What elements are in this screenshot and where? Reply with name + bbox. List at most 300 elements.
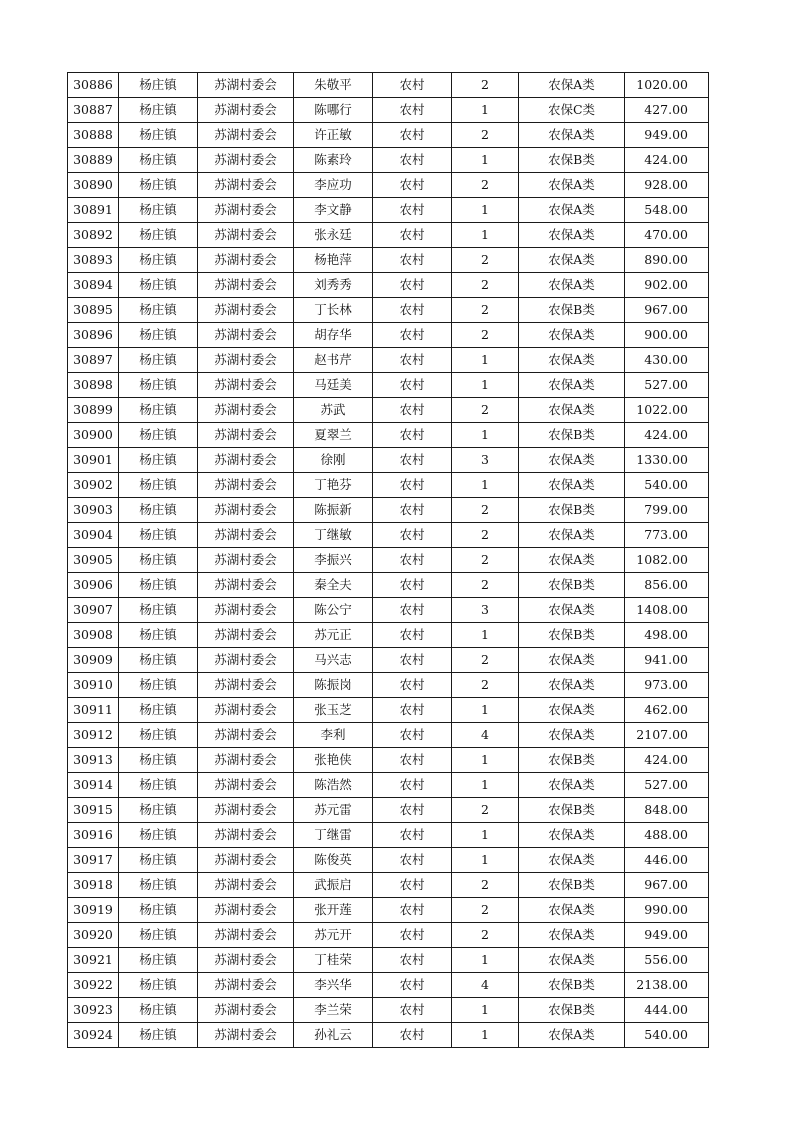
area-type-cell: 农村 [373,273,452,298]
amount-cell: 1022.00 [625,398,709,423]
area-type-cell: 农村 [373,723,452,748]
town-cell: 杨庄镇 [119,873,198,898]
row-id-cell: 30918 [68,873,119,898]
row-id-cell: 30911 [68,698,119,723]
village-committee-cell: 苏湖村委会 [198,973,294,998]
amount-cell: 1408.00 [625,598,709,623]
row-id-cell: 30895 [68,298,119,323]
name-cell: 张永廷 [294,223,373,248]
name-cell: 张开莲 [294,898,373,923]
table-row [68,448,709,473]
area-type-cell: 农村 [373,423,452,448]
name-cell: 马兴志 [294,648,373,673]
area-type-cell: 农村 [373,398,452,423]
town-cell: 杨庄镇 [119,798,198,823]
row-id-cell: 30896 [68,323,119,348]
category-cell: 农保A类 [519,223,625,248]
category-cell: 农保B类 [519,423,625,448]
area-type-cell: 农村 [373,598,452,623]
village-committee-cell: 苏湖村委会 [198,923,294,948]
table-row [68,923,709,948]
category-cell: 农保A类 [519,73,625,98]
household-size-cell: 2 [452,673,519,698]
area-type-cell: 农村 [373,573,452,598]
table-row [68,873,709,898]
row-id-cell: 30909 [68,648,119,673]
name-cell: 张艳侠 [294,748,373,773]
town-cell: 杨庄镇 [119,573,198,598]
table-row [68,948,709,973]
village-committee-cell: 苏湖村委会 [198,248,294,273]
household-size-cell: 2 [452,873,519,898]
row-id-cell: 30890 [68,173,119,198]
area-type-cell: 农村 [373,673,452,698]
table-row [68,573,709,598]
row-id-cell: 30919 [68,898,119,923]
town-cell: 杨庄镇 [119,648,198,673]
area-type-cell: 农村 [373,748,452,773]
category-cell: 农保A类 [519,448,625,473]
area-type-cell: 农村 [373,973,452,998]
name-cell: 朱敬平 [294,73,373,98]
row-id-cell: 30893 [68,248,119,273]
town-cell: 杨庄镇 [119,948,198,973]
area-type-cell: 农村 [373,223,452,248]
area-type-cell: 农村 [373,923,452,948]
village-committee-cell: 苏湖村委会 [198,73,294,98]
town-cell: 杨庄镇 [119,373,198,398]
row-id-cell: 30904 [68,523,119,548]
row-id-cell: 30888 [68,123,119,148]
village-committee-cell: 苏湖村委会 [198,1023,294,1048]
amount-cell: 527.00 [625,373,709,398]
household-size-cell: 1 [452,623,519,648]
category-cell: 农保A类 [519,248,625,273]
town-cell: 杨庄镇 [119,148,198,173]
amount-cell: 773.00 [625,523,709,548]
amount-cell: 848.00 [625,798,709,823]
village-committee-cell: 苏湖村委会 [198,698,294,723]
town-cell: 杨庄镇 [119,898,198,923]
table-row [68,1023,709,1048]
category-cell: 农保A类 [519,373,625,398]
household-size-cell: 1 [452,348,519,373]
table-row [68,498,709,523]
village-committee-cell: 苏湖村委会 [198,523,294,548]
household-size-cell: 2 [452,573,519,598]
amount-cell: 928.00 [625,173,709,198]
table-row [68,798,709,823]
row-id-cell: 30891 [68,198,119,223]
area-type-cell: 农村 [373,298,452,323]
category-cell: 农保A类 [519,598,625,623]
town-cell: 杨庄镇 [119,623,198,648]
name-cell: 秦全夫 [294,573,373,598]
category-cell: 农保A类 [519,1023,625,1048]
table-row [68,323,709,348]
area-type-cell: 农村 [373,173,452,198]
village-committee-cell: 苏湖村委会 [198,748,294,773]
household-size-cell: 1 [452,848,519,873]
village-committee-cell: 苏湖村委会 [198,223,294,248]
name-cell: 李兰荣 [294,998,373,1023]
category-cell: 农保B类 [519,873,625,898]
row-id-cell: 30906 [68,573,119,598]
name-cell: 苏元正 [294,623,373,648]
amount-cell: 444.00 [625,998,709,1023]
amount-cell: 462.00 [625,698,709,723]
area-type-cell: 农村 [373,948,452,973]
area-type-cell: 农村 [373,523,452,548]
household-size-cell: 3 [452,448,519,473]
table-row [68,248,709,273]
area-type-cell: 农村 [373,323,452,348]
name-cell: 胡存华 [294,323,373,348]
amount-cell: 941.00 [625,648,709,673]
row-id-cell: 30922 [68,973,119,998]
household-size-cell: 2 [452,73,519,98]
household-size-cell: 1 [452,98,519,123]
table-row [68,748,709,773]
amount-cell: 446.00 [625,848,709,873]
amount-cell: 949.00 [625,923,709,948]
village-committee-cell: 苏湖村委会 [198,798,294,823]
area-type-cell: 农村 [373,548,452,573]
village-committee-cell: 苏湖村委会 [198,323,294,348]
table-row [68,198,709,223]
category-cell: 农保B类 [519,798,625,823]
village-committee-cell: 苏湖村委会 [198,823,294,848]
row-id-cell: 30887 [68,98,119,123]
name-cell: 李文静 [294,198,373,223]
row-id-cell: 30921 [68,948,119,973]
household-size-cell: 2 [452,298,519,323]
amount-cell: 498.00 [625,623,709,648]
household-size-cell: 1 [452,823,519,848]
amount-cell: 424.00 [625,423,709,448]
household-size-cell: 2 [452,498,519,523]
amount-cell: 1330.00 [625,448,709,473]
area-type-cell: 农村 [373,473,452,498]
village-committee-cell: 苏湖村委会 [198,998,294,1023]
name-cell: 苏武 [294,398,373,423]
category-cell: 农保B类 [519,973,625,998]
amount-cell: 470.00 [625,223,709,248]
amount-cell: 799.00 [625,498,709,523]
household-size-cell: 1 [452,198,519,223]
table-row [68,298,709,323]
town-cell: 杨庄镇 [119,823,198,848]
town-cell: 杨庄镇 [119,98,198,123]
area-type-cell: 农村 [373,998,452,1023]
row-id-cell: 30917 [68,848,119,873]
name-cell: 陈俊英 [294,848,373,873]
town-cell: 杨庄镇 [119,273,198,298]
village-committee-cell: 苏湖村委会 [198,673,294,698]
row-id-cell: 30908 [68,623,119,648]
category-cell: 农保B类 [519,748,625,773]
table-row [68,973,709,998]
village-committee-cell: 苏湖村委会 [198,898,294,923]
table-row [68,73,709,98]
row-id-cell: 30898 [68,373,119,398]
row-id-cell: 30902 [68,473,119,498]
amount-cell: 2107.00 [625,723,709,748]
table-row [68,523,709,548]
row-id-cell: 30907 [68,598,119,623]
category-cell: 农保B类 [519,998,625,1023]
town-cell: 杨庄镇 [119,848,198,873]
household-size-cell: 1 [452,773,519,798]
town-cell: 杨庄镇 [119,598,198,623]
village-committee-cell: 苏湖村委会 [198,98,294,123]
name-cell: 武振启 [294,873,373,898]
category-cell: 农保C类 [519,98,625,123]
household-size-cell: 4 [452,973,519,998]
table-row [68,848,709,873]
name-cell: 丁桂荣 [294,948,373,973]
table-row [68,698,709,723]
category-cell: 农保B类 [519,298,625,323]
town-cell: 杨庄镇 [119,998,198,1023]
name-cell: 孙礼云 [294,1023,373,1048]
category-cell: 农保A类 [519,673,625,698]
amount-cell: 424.00 [625,748,709,773]
table-row [68,623,709,648]
household-size-cell: 2 [452,323,519,348]
town-cell: 杨庄镇 [119,73,198,98]
village-committee-cell: 苏湖村委会 [198,948,294,973]
name-cell: 苏元开 [294,923,373,948]
category-cell: 农保A类 [519,273,625,298]
household-size-cell: 2 [452,898,519,923]
name-cell: 苏元雷 [294,798,373,823]
category-cell: 农保A类 [519,648,625,673]
name-cell: 陈素玲 [294,148,373,173]
category-cell: 农保A类 [519,398,625,423]
household-size-cell: 2 [452,648,519,673]
household-size-cell: 1 [452,373,519,398]
area-type-cell: 农村 [373,373,452,398]
village-committee-cell: 苏湖村委会 [198,198,294,223]
name-cell: 丁艳芬 [294,473,373,498]
village-committee-cell: 苏湖村委会 [198,473,294,498]
area-type-cell: 农村 [373,773,452,798]
name-cell: 马廷美 [294,373,373,398]
area-type-cell: 农村 [373,73,452,98]
town-cell: 杨庄镇 [119,973,198,998]
town-cell: 杨庄镇 [119,198,198,223]
area-type-cell: 农村 [373,148,452,173]
table-row [68,673,709,698]
town-cell: 杨庄镇 [119,223,198,248]
town-cell: 杨庄镇 [119,323,198,348]
town-cell: 杨庄镇 [119,773,198,798]
category-cell: 农保A类 [519,948,625,973]
table-row [68,373,709,398]
town-cell: 杨庄镇 [119,398,198,423]
table-row [68,273,709,298]
household-size-cell: 2 [452,923,519,948]
table-row [68,123,709,148]
name-cell: 丁继雷 [294,823,373,848]
town-cell: 杨庄镇 [119,348,198,373]
amount-cell: 1082.00 [625,548,709,573]
household-size-cell: 2 [452,173,519,198]
row-id-cell: 30900 [68,423,119,448]
row-id-cell: 30910 [68,673,119,698]
category-cell: 农保A类 [519,848,625,873]
town-cell: 杨庄镇 [119,498,198,523]
name-cell: 陈哪行 [294,98,373,123]
amount-cell: 424.00 [625,148,709,173]
household-size-cell: 1 [452,1023,519,1048]
household-size-cell: 2 [452,548,519,573]
category-cell: 农保B类 [519,148,625,173]
household-size-cell: 2 [452,398,519,423]
village-committee-cell: 苏湖村委会 [198,273,294,298]
name-cell: 杨艳萍 [294,248,373,273]
table-row [68,398,709,423]
amount-cell: 556.00 [625,948,709,973]
category-cell: 农保A类 [519,123,625,148]
name-cell: 许正敏 [294,123,373,148]
category-cell: 农保A类 [519,348,625,373]
village-committee-cell: 苏湖村委会 [198,573,294,598]
row-id-cell: 30886 [68,73,119,98]
area-type-cell: 农村 [373,898,452,923]
amount-cell: 990.00 [625,898,709,923]
area-type-cell: 农村 [373,198,452,223]
category-cell: 农保A类 [519,698,625,723]
row-id-cell: 30905 [68,548,119,573]
town-cell: 杨庄镇 [119,123,198,148]
name-cell: 张玉芝 [294,698,373,723]
category-cell: 农保A类 [519,473,625,498]
amount-cell: 2138.00 [625,973,709,998]
category-cell: 农保A类 [519,523,625,548]
name-cell: 夏翠兰 [294,423,373,448]
village-committee-cell: 苏湖村委会 [198,123,294,148]
town-cell: 杨庄镇 [119,448,198,473]
town-cell: 杨庄镇 [119,298,198,323]
table-row [68,773,709,798]
household-size-cell: 2 [452,123,519,148]
town-cell: 杨庄镇 [119,1023,198,1048]
row-id-cell: 30914 [68,773,119,798]
amount-cell: 967.00 [625,298,709,323]
household-size-cell: 4 [452,723,519,748]
row-id-cell: 30913 [68,748,119,773]
category-cell: 农保A类 [519,198,625,223]
table-row [68,473,709,498]
town-cell: 杨庄镇 [119,673,198,698]
town-cell: 杨庄镇 [119,748,198,773]
area-type-cell: 农村 [373,823,452,848]
area-type-cell: 农村 [373,798,452,823]
amount-cell: 540.00 [625,473,709,498]
area-type-cell: 农村 [373,873,452,898]
household-size-cell: 1 [452,948,519,973]
household-size-cell: 3 [452,598,519,623]
table-row [68,823,709,848]
amount-cell: 900.00 [625,323,709,348]
household-size-cell: 1 [452,148,519,173]
amount-cell: 430.00 [625,348,709,373]
area-type-cell: 农村 [373,348,452,373]
table-row [68,223,709,248]
category-cell: 农保B类 [519,498,625,523]
amount-cell: 1020.00 [625,73,709,98]
town-cell: 杨庄镇 [119,173,198,198]
household-size-cell: 1 [452,223,519,248]
area-type-cell: 农村 [373,698,452,723]
table-row [68,548,709,573]
village-committee-cell: 苏湖村委会 [198,498,294,523]
name-cell: 刘秀秀 [294,273,373,298]
area-type-cell: 农村 [373,848,452,873]
village-committee-cell: 苏湖村委会 [198,848,294,873]
town-cell: 杨庄镇 [119,473,198,498]
name-cell: 陈浩然 [294,773,373,798]
village-committee-cell: 苏湖村委会 [198,348,294,373]
category-cell: 农保A类 [519,548,625,573]
village-committee-cell: 苏湖村委会 [198,773,294,798]
town-cell: 杨庄镇 [119,698,198,723]
assistance-table [67,72,709,1048]
category-cell: 农保A类 [519,898,625,923]
area-type-cell: 农村 [373,98,452,123]
row-id-cell: 30915 [68,798,119,823]
village-committee-cell: 苏湖村委会 [198,598,294,623]
household-size-cell: 2 [452,248,519,273]
table-row [68,998,709,1023]
household-size-cell: 1 [452,423,519,448]
area-type-cell: 农村 [373,448,452,473]
amount-cell: 427.00 [625,98,709,123]
name-cell: 李利 [294,723,373,748]
area-type-cell: 农村 [373,123,452,148]
name-cell: 陈振岗 [294,673,373,698]
area-type-cell: 农村 [373,623,452,648]
category-cell: 农保B类 [519,623,625,648]
category-cell: 农保A类 [519,773,625,798]
table-body [68,73,709,1048]
town-cell: 杨庄镇 [119,923,198,948]
category-cell: 农保A类 [519,323,625,348]
area-type-cell: 农村 [373,498,452,523]
row-id-cell: 30912 [68,723,119,748]
name-cell: 赵书芹 [294,348,373,373]
household-size-cell: 2 [452,798,519,823]
name-cell: 徐刚 [294,448,373,473]
name-cell: 陈公宁 [294,598,373,623]
amount-cell: 890.00 [625,248,709,273]
village-committee-cell: 苏湖村委会 [198,298,294,323]
table-row [68,173,709,198]
town-cell: 杨庄镇 [119,423,198,448]
village-committee-cell: 苏湖村委会 [198,423,294,448]
area-type-cell: 农村 [373,648,452,673]
category-cell: 农保A类 [519,823,625,848]
household-size-cell: 1 [452,748,519,773]
village-committee-cell: 苏湖村委会 [198,398,294,423]
row-id-cell: 30899 [68,398,119,423]
name-cell: 陈振新 [294,498,373,523]
household-size-cell: 1 [452,998,519,1023]
village-committee-cell: 苏湖村委会 [198,623,294,648]
village-committee-cell: 苏湖村委会 [198,173,294,198]
